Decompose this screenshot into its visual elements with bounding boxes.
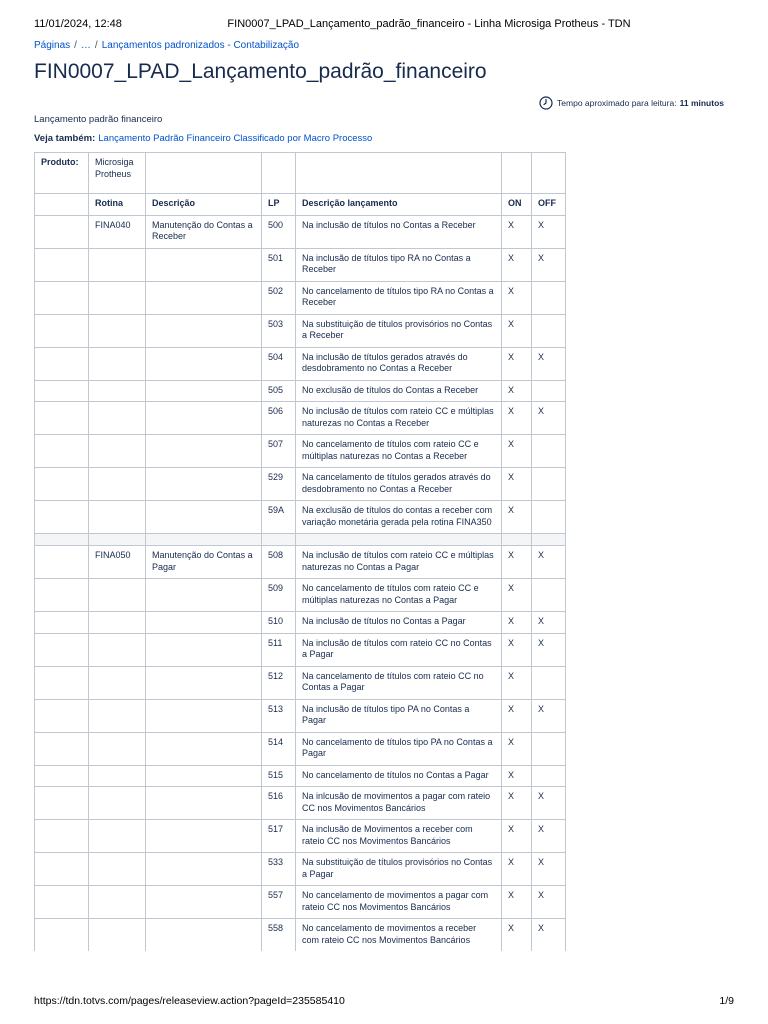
table-row [35,732,566,765]
on-cell: X [502,787,532,820]
lancamento-description-cell: Na inclusão de títulos no Contas a Pagar [296,612,502,634]
off-cell [532,468,566,501]
on-cell: X [502,666,532,699]
lp-code-cell: 533 [262,853,296,886]
left-spacer-cell [35,435,89,468]
lp-table [34,152,566,951]
on-cell: X [502,215,532,248]
off-cell: X [532,347,566,380]
lp-code-cell: 505 [262,380,296,402]
table-row [35,579,566,612]
lp-code-cell: 501 [262,248,296,281]
lancamento-description-cell: No cancelamento de títulos com rateio CC e múltiplas naturezas no Contas a Receber [296,435,502,468]
rotina-cell [89,501,146,534]
table-row [35,281,566,314]
on-cell: X [502,435,532,468]
lp-code-cell: 506 [262,402,296,435]
descricao-cell [146,435,262,468]
lp-code-cell: 516 [262,787,296,820]
rotina-cell [89,732,146,765]
left-spacer-cell [35,215,89,248]
rotina-cell [89,612,146,634]
left-spacer-cell [35,546,89,579]
reading-time-value: 11 minutos [679,98,724,108]
rotina-cell [89,699,146,732]
table-row [35,699,566,732]
column-header-descricao-lancamento: Descrição lançamento [296,194,502,216]
on-cell: X [502,765,532,787]
print-document-title: FIN0007_LPAD_Lançamento_padrão_financeiro - Linha Microsiga Protheus - TDN [227,18,631,30]
lancamento-description-cell: Na substituição de títulos provisórios no Contas a Pagar [296,853,502,886]
clock-icon [539,96,553,110]
descricao-cell [146,919,262,952]
table-row [35,666,566,699]
on-cell: X [502,347,532,380]
see-also-label: Veja também: [34,133,96,144]
left-spacer-cell [35,853,89,886]
lp-code-cell: 507 [262,435,296,468]
left-spacer-cell [35,820,89,853]
table-row [35,248,566,281]
off-cell: X [532,633,566,666]
see-also-link[interactable]: Lançamento Padrão Financeiro Classificado por Macro Processo [98,133,373,144]
left-spacer-cell [35,501,89,534]
on-cell: X [502,579,532,612]
lp-code-cell: 500 [262,215,296,248]
left-spacer-cell [35,886,89,919]
on-cell: X [502,732,532,765]
see-also [34,133,372,144]
on-cell: X [502,314,532,347]
off-cell [532,666,566,699]
lp-code-cell: 59A [262,501,296,534]
lp-code-cell: 511 [262,633,296,666]
left-spacer-cell [35,919,89,952]
product-row [35,153,566,194]
column-header-on: ON [502,194,532,216]
on-cell: X [502,853,532,886]
table-row [35,787,566,820]
table-row [35,633,566,666]
table-row [35,468,566,501]
left-spacer-cell [35,579,89,612]
on-cell: X [502,886,532,919]
off-cell: X [532,546,566,579]
rotina-cell [89,314,146,347]
rotina-cell: FINA050 [89,546,146,579]
lancamento-description-cell: Na inclusão de Movimentos a receber com rateio CC nos Movimentos Bancários [296,820,502,853]
off-cell [532,380,566,402]
lancamento-description-cell: No exclusão de títulos do Contas a Receber [296,380,502,402]
off-cell: X [532,612,566,634]
off-cell: X [532,820,566,853]
descricao-cell [146,732,262,765]
lp-code-cell: 509 [262,579,296,612]
breadcrumb-separator: / [94,40,98,51]
descricao-cell [146,633,262,666]
lancamento-description-cell: Na inclusão de títulos tipo PA no Contas a Pagar [296,699,502,732]
on-cell: X [502,699,532,732]
table-row [35,347,566,380]
lancamento-description-cell: Na inclusão de títulos gerados através do desdobramento no Contas a Receber [296,347,502,380]
off-cell: X [532,699,566,732]
off-cell: X [532,402,566,435]
product-value: Microsiga Protheus [89,153,146,194]
lancamento-description-cell: Na inclusão de títulos com rateio CC e múltiplas naturezas no Contas a Pagar [296,546,502,579]
column-header-off: OFF [532,194,566,216]
reading-time [539,96,724,110]
lancamento-description-cell: Na exclusão de títulos do contas a receber com variação monetária gerada pela rotina FINA350 [296,501,502,534]
print-header [34,18,734,32]
rotina-cell [89,347,146,380]
print-url: https://tdn.totvs.com/pages/releaseview.action?pageId=235585410 [34,995,345,1007]
lp-code-cell: 513 [262,699,296,732]
breadcrumb-ellipsis-link[interactable]: … [80,40,91,51]
lancamento-description-cell: Na substituição de títulos provisórios no Contas a Receber [296,314,502,347]
lancamento-description-cell: Na inlcusão de movimentos a pagar com rateio CC nos Movimentos Bancários [296,787,502,820]
table-row [35,501,566,534]
lp-code-cell: 557 [262,886,296,919]
left-spacer-cell [35,699,89,732]
rotina-cell [89,853,146,886]
rotina-cell [89,633,146,666]
left-spacer-cell [35,666,89,699]
rotina-cell [89,402,146,435]
off-cell [532,281,566,314]
left-spacer-cell [35,281,89,314]
descricao-cell [146,281,262,314]
lp-code-cell: 515 [262,765,296,787]
descricao-cell [146,347,262,380]
rotina-cell [89,435,146,468]
group-separator-row [35,534,566,546]
lancamento-description-cell: Na cancelamento de títulos gerados através do desdobramento no Contas a Receber [296,468,502,501]
descricao-cell [146,699,262,732]
left-spacer-cell [35,402,89,435]
lancamento-description-cell: Na inclusão de títulos no Contas a Receber [296,215,502,248]
lancamento-description-cell: No cancelamento de movimentos a receber com rateio CC nos Movimentos Bancários [296,919,502,952]
on-cell: X [502,633,532,666]
lancamento-description-cell: No cancelamento de títulos tipo PA no Contas a Pagar [296,732,502,765]
lp-code-cell: 558 [262,919,296,952]
column-header-lp: LP [262,194,296,216]
on-cell: X [502,248,532,281]
table-row [35,820,566,853]
descricao-cell [146,501,262,534]
on-cell: X [502,820,532,853]
on-cell: X [502,546,532,579]
off-cell [532,579,566,612]
descricao-cell [146,787,262,820]
descricao-cell [146,886,262,919]
lancamento-description-cell: No inclusão de títulos com rateio CC e múltiplas naturezas no Contas a Receber [296,402,502,435]
rotina-cell [89,579,146,612]
lp-code-cell: 503 [262,314,296,347]
off-cell [532,732,566,765]
off-cell [532,435,566,468]
table-header-row [35,194,566,216]
descricao-cell [146,579,262,612]
page-title: FIN0007_LPAD_Lançamento_padrão_financeiro [34,60,487,83]
left-spacer-cell [35,612,89,634]
rotina-cell [89,919,146,952]
on-cell: X [502,281,532,314]
left-spacer-cell [35,732,89,765]
descricao-cell: Manutenção do Contas a Pagar [146,546,262,579]
left-spacer-cell [35,765,89,787]
left-spacer-cell [35,468,89,501]
descricao-cell [146,468,262,501]
column-header-rotina: Rotina [89,194,146,216]
descricao-cell: Manutenção do Contas a Receber [146,215,262,248]
off-cell: X [532,215,566,248]
breadcrumb-parent-link[interactable]: Lançamentos padronizados - Contabilização [101,40,300,51]
lancamento-description-cell: No cancelamento de títulos no Contas a Pagar [296,765,502,787]
lancamento-description-cell: Na cancelamento de títulos com rateio CC no Contas a Pagar [296,666,502,699]
print-datetime: 11/01/2024, 12:48 [34,18,122,30]
lp-code-cell: 508 [262,546,296,579]
lancamento-description-cell: No cancelamento de títulos com rateio CC e múltiplas naturezas no Contas a Pagar [296,579,502,612]
table-row [35,765,566,787]
descricao-cell [146,314,262,347]
table-row [35,402,566,435]
rotina-cell: FINA040 [89,215,146,248]
off-cell [532,501,566,534]
table-row [35,546,566,579]
on-cell: X [502,612,532,634]
descricao-cell [146,612,262,634]
left-spacer-cell [35,347,89,380]
descricao-cell [146,402,262,435]
lancamento-description-cell: Na inclusão de títulos tipo RA no Contas a Receber [296,248,502,281]
off-cell: X [532,919,566,952]
lp-code-cell: 504 [262,347,296,380]
off-cell: X [532,248,566,281]
rotina-cell [89,787,146,820]
table-row [35,314,566,347]
off-cell [532,314,566,347]
table-row [35,380,566,402]
rotina-cell [89,248,146,281]
lp-code-cell: 512 [262,666,296,699]
breadcrumb-pages-link[interactable]: Páginas [34,40,71,51]
on-cell: X [502,380,532,402]
left-spacer-cell [35,380,89,402]
table-row [35,612,566,634]
table-row [35,215,566,248]
lp-code-cell: 510 [262,612,296,634]
left-spacer-cell [35,248,89,281]
descricao-cell [146,380,262,402]
rotina-cell [89,666,146,699]
descricao-cell [146,765,262,787]
column-header-descricao: Descrição [146,194,262,216]
reading-time-label: Tempo aproximado para leitura: [557,98,677,108]
lancamento-description-cell: No cancelamento de títulos tipo RA no Contas a Receber [296,281,502,314]
on-cell: X [502,468,532,501]
table-row [35,853,566,886]
lp-code-cell: 529 [262,468,296,501]
rotina-cell [89,468,146,501]
descricao-cell [146,853,262,886]
off-cell: X [532,886,566,919]
lp-code-cell: 514 [262,732,296,765]
left-spacer-cell [35,633,89,666]
table-row [35,919,566,952]
off-cell: X [532,787,566,820]
table-row [35,435,566,468]
on-cell: X [502,919,532,952]
breadcrumb-separator: / [74,40,77,51]
lp-code-cell: 517 [262,820,296,853]
off-cell [532,765,566,787]
descricao-cell [146,248,262,281]
lp-code-cell: 502 [262,281,296,314]
table-row [35,886,566,919]
product-label: Produto: [35,153,89,194]
off-cell: X [532,853,566,886]
rotina-cell [89,820,146,853]
on-cell: X [502,501,532,534]
rotina-cell [89,765,146,787]
lancamento-description-cell: Na inclusão de títulos com rateio CC no Contas a Pagar [296,633,502,666]
rotina-cell [89,380,146,402]
page-number: 1/9 [719,995,734,1007]
descricao-cell [146,666,262,699]
rotina-cell [89,886,146,919]
rotina-cell [89,281,146,314]
intro-text: Lançamento padrão financeiro [34,114,163,125]
on-cell: X [502,402,532,435]
breadcrumb [34,40,299,51]
lancamento-description-cell: No cancelamento de movimentos a pagar com rateio CC nos Movimentos Bancários [296,886,502,919]
descricao-cell [146,820,262,853]
left-spacer-cell [35,314,89,347]
left-spacer-cell [35,787,89,820]
